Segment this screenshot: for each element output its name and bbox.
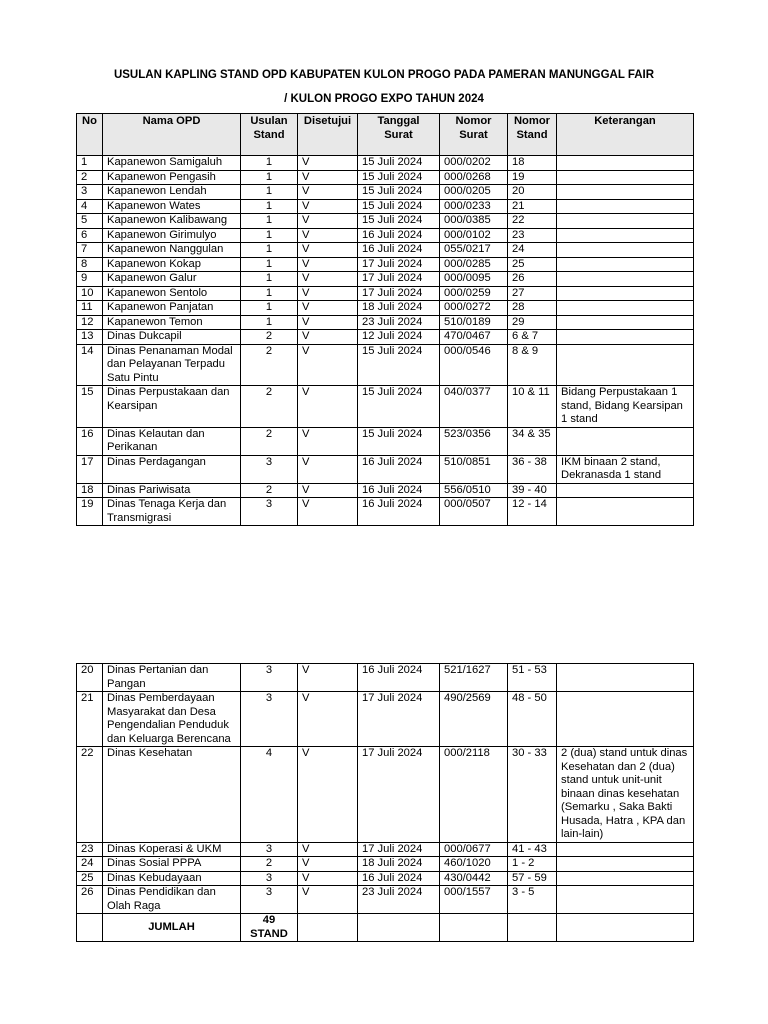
- cell-no: 9: [77, 272, 103, 287]
- cell-nomor-stand: 21: [508, 199, 557, 214]
- cell-keterangan: [557, 842, 694, 857]
- header-keterangan: Keterangan: [557, 114, 694, 156]
- cell-usulan-stand: 1: [241, 185, 298, 200]
- total-empty: [508, 914, 557, 942]
- table-row: [77, 301, 694, 316]
- cell-nomor-stand: 22: [508, 214, 557, 229]
- table-row: [77, 286, 694, 301]
- cell-keterangan: [557, 199, 694, 214]
- cell-tanggal-surat: 15 Juli 2024: [358, 386, 440, 428]
- cell-tanggal-surat: 18 Juli 2024: [358, 857, 440, 872]
- table-body-page2: [77, 664, 694, 914]
- cell-nomor-surat: 000/1557: [440, 886, 508, 914]
- cell-nama-opd: Kapanewon Kalibawang: [103, 214, 241, 229]
- cell-tanggal-surat: 15 Juli 2024: [358, 427, 440, 455]
- cell-nomor-stand: 51 - 53: [508, 664, 557, 692]
- cell-no: 19: [77, 498, 103, 526]
- cell-nomor-stand: 28: [508, 301, 557, 316]
- cell-nama-opd: Dinas Pariwisata: [103, 483, 241, 498]
- cell-tanggal-surat: 17 Juli 2024: [358, 272, 440, 287]
- cell-nama-opd: Dinas Koperasi & UKM: [103, 842, 241, 857]
- cell-nomor-stand: 24: [508, 243, 557, 258]
- header-nomor-surat: Nomor Surat: [440, 114, 508, 156]
- cell-nomor-stand: 3 - 5: [508, 886, 557, 914]
- cell-usulan-stand: 3: [241, 455, 298, 483]
- table-row: [77, 315, 694, 330]
- cell-usulan-stand: 4: [241, 747, 298, 843]
- cell-no: 21: [77, 692, 103, 747]
- cell-nomor-surat: 000/0202: [440, 156, 508, 171]
- cell-usulan-stand: 2: [241, 330, 298, 345]
- cell-nomor-stand: 39 - 40: [508, 483, 557, 498]
- cell-tanggal-surat: 18 Juli 2024: [358, 301, 440, 316]
- cell-keterangan: [557, 315, 694, 330]
- cell-keterangan: [557, 330, 694, 345]
- table-row: [77, 185, 694, 200]
- cell-no: 23: [77, 842, 103, 857]
- cell-no: 2: [77, 170, 103, 185]
- total-empty: [557, 914, 694, 942]
- header-usulan: Usulan Stand: [241, 114, 298, 156]
- cell-nomor-stand: 19: [508, 170, 557, 185]
- table-row: [77, 455, 694, 483]
- cell-nomor-surat: 000/0205: [440, 185, 508, 200]
- cell-keterangan: [557, 427, 694, 455]
- table-row: [77, 871, 694, 886]
- document-title-line1: USULAN KAPLING STAND OPD KABUPATEN KULON PROGO PADA PAMERAN MANUNGGAL FAIR: [113, 69, 655, 81]
- cell-disetujui: V: [298, 243, 358, 258]
- cell-nomor-surat: 510/0851: [440, 455, 508, 483]
- cell-disetujui: V: [298, 344, 358, 386]
- cell-disetujui: V: [298, 886, 358, 914]
- cell-no: 15: [77, 386, 103, 428]
- cell-tanggal-surat: 16 Juli 2024: [358, 243, 440, 258]
- cell-nomor-stand: 10 & 11: [508, 386, 557, 428]
- cell-nomor-surat: 490/2569: [440, 692, 508, 747]
- cell-nomor-surat: 510/0189: [440, 315, 508, 330]
- cell-nama-opd: Dinas Sosial PPPA: [103, 857, 241, 872]
- cell-disetujui: V: [298, 664, 358, 692]
- table-row: [77, 747, 694, 843]
- cell-usulan-stand: 2: [241, 344, 298, 386]
- cell-disetujui: V: [298, 386, 358, 428]
- cell-nomor-surat: 000/0233: [440, 199, 508, 214]
- cell-tanggal-surat: 15 Juli 2024: [358, 170, 440, 185]
- cell-nomor-surat: 000/0507: [440, 498, 508, 526]
- cell-nomor-surat: 000/0102: [440, 228, 508, 243]
- cell-usulan-stand: 2: [241, 857, 298, 872]
- cell-nomor-stand: 34 & 35: [508, 427, 557, 455]
- cell-nomor-surat: 430/0442: [440, 871, 508, 886]
- cell-disetujui: V: [298, 455, 358, 483]
- cell-no: 7: [77, 243, 103, 258]
- cell-disetujui: V: [298, 747, 358, 843]
- total-empty-no: [77, 914, 103, 942]
- table-row: [77, 330, 694, 345]
- cell-tanggal-surat: 15 Juli 2024: [358, 156, 440, 171]
- cell-nama-opd: Dinas Kebudayaan: [103, 871, 241, 886]
- cell-nomor-surat: 000/0259: [440, 286, 508, 301]
- table-row: [77, 857, 694, 872]
- table-row: [77, 257, 694, 272]
- cell-disetujui: V: [298, 871, 358, 886]
- total-empty: [358, 914, 440, 942]
- cell-keterangan: [557, 170, 694, 185]
- cell-nama-opd: Kapanewon Nanggulan: [103, 243, 241, 258]
- cell-nomor-stand: 36 - 38: [508, 455, 557, 483]
- cell-disetujui: V: [298, 156, 358, 171]
- cell-no: 5: [77, 214, 103, 229]
- cell-keterangan: IKM binaan 2 stand, Dekranasda 1 stand: [557, 455, 694, 483]
- cell-disetujui: V: [298, 498, 358, 526]
- cell-tanggal-surat: 15 Juli 2024: [358, 199, 440, 214]
- table-row: [77, 272, 694, 287]
- cell-usulan-stand: 1: [241, 286, 298, 301]
- cell-nama-opd: Dinas Tenaga Kerja dan Transmigrasi: [103, 498, 241, 526]
- cell-nomor-stand: 23: [508, 228, 557, 243]
- cell-no: 14: [77, 344, 103, 386]
- table-row: [77, 692, 694, 747]
- cell-usulan-stand: 1: [241, 243, 298, 258]
- cell-nama-opd: Dinas Perdagangan: [103, 455, 241, 483]
- cell-keterangan: [557, 257, 694, 272]
- cell-no: 24: [77, 857, 103, 872]
- cell-tanggal-surat: 15 Juli 2024: [358, 185, 440, 200]
- cell-nomor-surat: 470/0467: [440, 330, 508, 345]
- cell-tanggal-surat: 12 Juli 2024: [358, 330, 440, 345]
- cell-nomor-surat: 000/0268: [440, 170, 508, 185]
- cell-nama-opd: Kapanewon Sentolo: [103, 286, 241, 301]
- cell-no: 16: [77, 427, 103, 455]
- cell-nomor-stand: 18: [508, 156, 557, 171]
- cell-keterangan: Bidang Perpustakaan 1 stand, Bidang Kearsipan 1 stand: [557, 386, 694, 428]
- cell-no: 20: [77, 664, 103, 692]
- cell-nomor-surat: 055/0217: [440, 243, 508, 258]
- cell-disetujui: V: [298, 228, 358, 243]
- cell-disetujui: V: [298, 330, 358, 345]
- cell-nama-opd: Dinas Perpustakaan dan Kearsipan: [103, 386, 241, 428]
- cell-tanggal-surat: 17 Juli 2024: [358, 842, 440, 857]
- cell-disetujui: V: [298, 857, 358, 872]
- cell-nomor-surat: 000/2118: [440, 747, 508, 843]
- cell-keterangan: [557, 272, 694, 287]
- cell-usulan-stand: 2: [241, 386, 298, 428]
- cell-nama-opd: Dinas Pendidikan dan Olah Raga: [103, 886, 241, 914]
- cell-disetujui: V: [298, 199, 358, 214]
- cell-nama-opd: Dinas Kelautan dan Perikanan: [103, 427, 241, 455]
- cell-tanggal-surat: 15 Juli 2024: [358, 344, 440, 386]
- cell-nomor-surat: 460/1020: [440, 857, 508, 872]
- cell-keterangan: [557, 214, 694, 229]
- cell-usulan-stand: 3: [241, 664, 298, 692]
- header-nomor-stand: Nomor Stand: [508, 114, 557, 156]
- table-row: [77, 498, 694, 526]
- cell-keterangan: [557, 344, 694, 386]
- cell-nama-opd: Dinas Penanaman Modal dan Pelayanan Terpadu Satu Pintu: [103, 344, 241, 386]
- cell-nama-opd: Dinas Pertanian dan Pangan: [103, 664, 241, 692]
- stand-table-page2: [76, 663, 694, 942]
- cell-disetujui: V: [298, 170, 358, 185]
- header-tanggal: Tanggal Surat: [358, 114, 440, 156]
- cell-no: 10: [77, 286, 103, 301]
- cell-nomor-surat: 556/0510: [440, 483, 508, 498]
- cell-tanggal-surat: 17 Juli 2024: [358, 747, 440, 843]
- cell-no: 1: [77, 156, 103, 171]
- table-row: [77, 483, 694, 498]
- stand-table-page1: [76, 113, 694, 526]
- cell-tanggal-surat: 17 Juli 2024: [358, 286, 440, 301]
- cell-keterangan: [557, 243, 694, 258]
- cell-nama-opd: Kapanewon Kokap: [103, 257, 241, 272]
- cell-nomor-stand: 57 - 59: [508, 871, 557, 886]
- cell-nomor-stand: 25: [508, 257, 557, 272]
- table-row: [77, 344, 694, 386]
- header-row: [77, 114, 694, 156]
- table-row: [77, 842, 694, 857]
- table-row: [77, 243, 694, 258]
- cell-nomor-stand: 6 & 7: [508, 330, 557, 345]
- header-no: No: [77, 114, 103, 156]
- cell-usulan-stand: 1: [241, 272, 298, 287]
- cell-no: 13: [77, 330, 103, 345]
- cell-usulan-stand: 3: [241, 871, 298, 886]
- table-row: [77, 886, 694, 914]
- cell-no: 4: [77, 199, 103, 214]
- table-row: [77, 214, 694, 229]
- cell-disetujui: V: [298, 301, 358, 316]
- cell-nama-opd: Kapanewon Panjatan: [103, 301, 241, 316]
- cell-tanggal-surat: 15 Juli 2024: [358, 214, 440, 229]
- cell-keterangan: 2 (dua) stand untuk dinas Kesehatan dan 2 (dua) stand untuk unit-unit binaan dinas kesehatan (Semarku , Saka Bakti Husada, Hatra , KPA dan lain-lain): [557, 747, 694, 843]
- cell-no: 18: [77, 483, 103, 498]
- cell-usulan-stand: 1: [241, 170, 298, 185]
- cell-tanggal-surat: 17 Juli 2024: [358, 257, 440, 272]
- cell-usulan-stand: 3: [241, 842, 298, 857]
- cell-nomor-stand: 29: [508, 315, 557, 330]
- cell-usulan-stand: 3: [241, 692, 298, 747]
- cell-nama-opd: Kapanewon Galur: [103, 272, 241, 287]
- cell-nomor-surat: 521/1627: [440, 664, 508, 692]
- total-empty: [298, 914, 358, 942]
- cell-no: 6: [77, 228, 103, 243]
- cell-tanggal-surat: 16 Juli 2024: [358, 483, 440, 498]
- cell-no: 22: [77, 747, 103, 843]
- cell-disetujui: V: [298, 842, 358, 857]
- document-title-line2: / KULON PROGO EXPO TAHUN 2024: [284, 93, 484, 105]
- cell-nomor-surat: 523/0356: [440, 427, 508, 455]
- cell-keterangan: [557, 483, 694, 498]
- cell-keterangan: [557, 886, 694, 914]
- cell-keterangan: [557, 156, 694, 171]
- cell-nomor-surat: 000/0546: [440, 344, 508, 386]
- table-row: [77, 664, 694, 692]
- cell-disetujui: V: [298, 315, 358, 330]
- table-row: [77, 228, 694, 243]
- cell-disetujui: V: [298, 692, 358, 747]
- header-nama: Nama OPD: [103, 114, 241, 156]
- cell-disetujui: V: [298, 272, 358, 287]
- cell-keterangan: [557, 286, 694, 301]
- cell-nomor-surat: 040/0377: [440, 386, 508, 428]
- cell-tanggal-surat: 16 Juli 2024: [358, 871, 440, 886]
- cell-nomor-surat: 000/0285: [440, 257, 508, 272]
- cell-keterangan: [557, 692, 694, 747]
- cell-nama-opd: Dinas Kesehatan: [103, 747, 241, 843]
- cell-usulan-stand: 3: [241, 886, 298, 914]
- cell-tanggal-surat: 16 Juli 2024: [358, 498, 440, 526]
- header-disetujui: Disetujui: [298, 114, 358, 156]
- cell-keterangan: [557, 857, 694, 872]
- cell-tanggal-surat: 23 Juli 2024: [358, 886, 440, 914]
- table-body-page1: [77, 156, 694, 526]
- cell-usulan-stand: 3: [241, 498, 298, 526]
- total-empty: [440, 914, 508, 942]
- total-label: JUMLAH: [103, 914, 241, 942]
- cell-nama-opd: Kapanewon Pengasih: [103, 170, 241, 185]
- cell-keterangan: [557, 228, 694, 243]
- cell-keterangan: [557, 871, 694, 886]
- cell-disetujui: V: [298, 483, 358, 498]
- cell-keterangan: [557, 301, 694, 316]
- cell-nama-opd: Dinas Dukcapil: [103, 330, 241, 345]
- cell-keterangan: [557, 664, 694, 692]
- cell-disetujui: V: [298, 286, 358, 301]
- cell-tanggal-surat: 17 Juli 2024: [358, 692, 440, 747]
- cell-disetujui: V: [298, 185, 358, 200]
- cell-nama-opd: Kapanewon Samigaluh: [103, 156, 241, 171]
- total-value: 49 STAND: [241, 914, 298, 942]
- cell-no: 25: [77, 871, 103, 886]
- cell-no: 11: [77, 301, 103, 316]
- cell-usulan-stand: 1: [241, 228, 298, 243]
- cell-keterangan: [557, 185, 694, 200]
- table-row: [77, 199, 694, 214]
- cell-usulan-stand: 1: [241, 156, 298, 171]
- cell-no: 3: [77, 185, 103, 200]
- cell-no: 26: [77, 886, 103, 914]
- cell-nama-opd: Kapanewon Temon: [103, 315, 241, 330]
- cell-nomor-stand: 30 - 33: [508, 747, 557, 843]
- cell-nama-opd: Kapanewon Girimulyo: [103, 228, 241, 243]
- table-row: [77, 386, 694, 428]
- cell-usulan-stand: 1: [241, 257, 298, 272]
- cell-nomor-surat: 000/0095: [440, 272, 508, 287]
- cell-no: 17: [77, 455, 103, 483]
- cell-nama-opd: Dinas Pemberdayaan Masyarakat dan Desa Pengendalian Penduduk dan Keluarga Berencana: [103, 692, 241, 747]
- cell-usulan-stand: 1: [241, 214, 298, 229]
- cell-tanggal-surat: 16 Juli 2024: [358, 455, 440, 483]
- table-row: [77, 427, 694, 455]
- cell-usulan-stand: 2: [241, 427, 298, 455]
- cell-nomor-stand: 20: [508, 185, 557, 200]
- cell-usulan-stand: 1: [241, 315, 298, 330]
- cell-tanggal-surat: 16 Juli 2024: [358, 664, 440, 692]
- cell-usulan-stand: 1: [241, 301, 298, 316]
- cell-disetujui: V: [298, 427, 358, 455]
- cell-usulan-stand: 1: [241, 199, 298, 214]
- cell-nomor-stand: 48 - 50: [508, 692, 557, 747]
- cell-disetujui: V: [298, 257, 358, 272]
- total-row: [77, 914, 694, 942]
- cell-nomor-surat: 000/0677: [440, 842, 508, 857]
- cell-nomor-stand: 8 & 9: [508, 344, 557, 386]
- cell-usulan-stand: 2: [241, 483, 298, 498]
- cell-no: 8: [77, 257, 103, 272]
- table-row: [77, 170, 694, 185]
- cell-nomor-surat: 000/0385: [440, 214, 508, 229]
- cell-tanggal-surat: 23 Juli 2024: [358, 315, 440, 330]
- table-row: [77, 156, 694, 171]
- cell-nama-opd: Kapanewon Lendah: [103, 185, 241, 200]
- cell-nomor-stand: 1 - 2: [508, 857, 557, 872]
- cell-disetujui: V: [298, 214, 358, 229]
- cell-nomor-stand: 27: [508, 286, 557, 301]
- cell-tanggal-surat: 16 Juli 2024: [358, 228, 440, 243]
- cell-nomor-stand: 26: [508, 272, 557, 287]
- cell-nomor-stand: 41 - 43: [508, 842, 557, 857]
- cell-keterangan: [557, 498, 694, 526]
- cell-nama-opd: Kapanewon Wates: [103, 199, 241, 214]
- cell-nomor-stand: 12 - 14: [508, 498, 557, 526]
- cell-no: 12: [77, 315, 103, 330]
- cell-nomor-surat: 000/0272: [440, 301, 508, 316]
